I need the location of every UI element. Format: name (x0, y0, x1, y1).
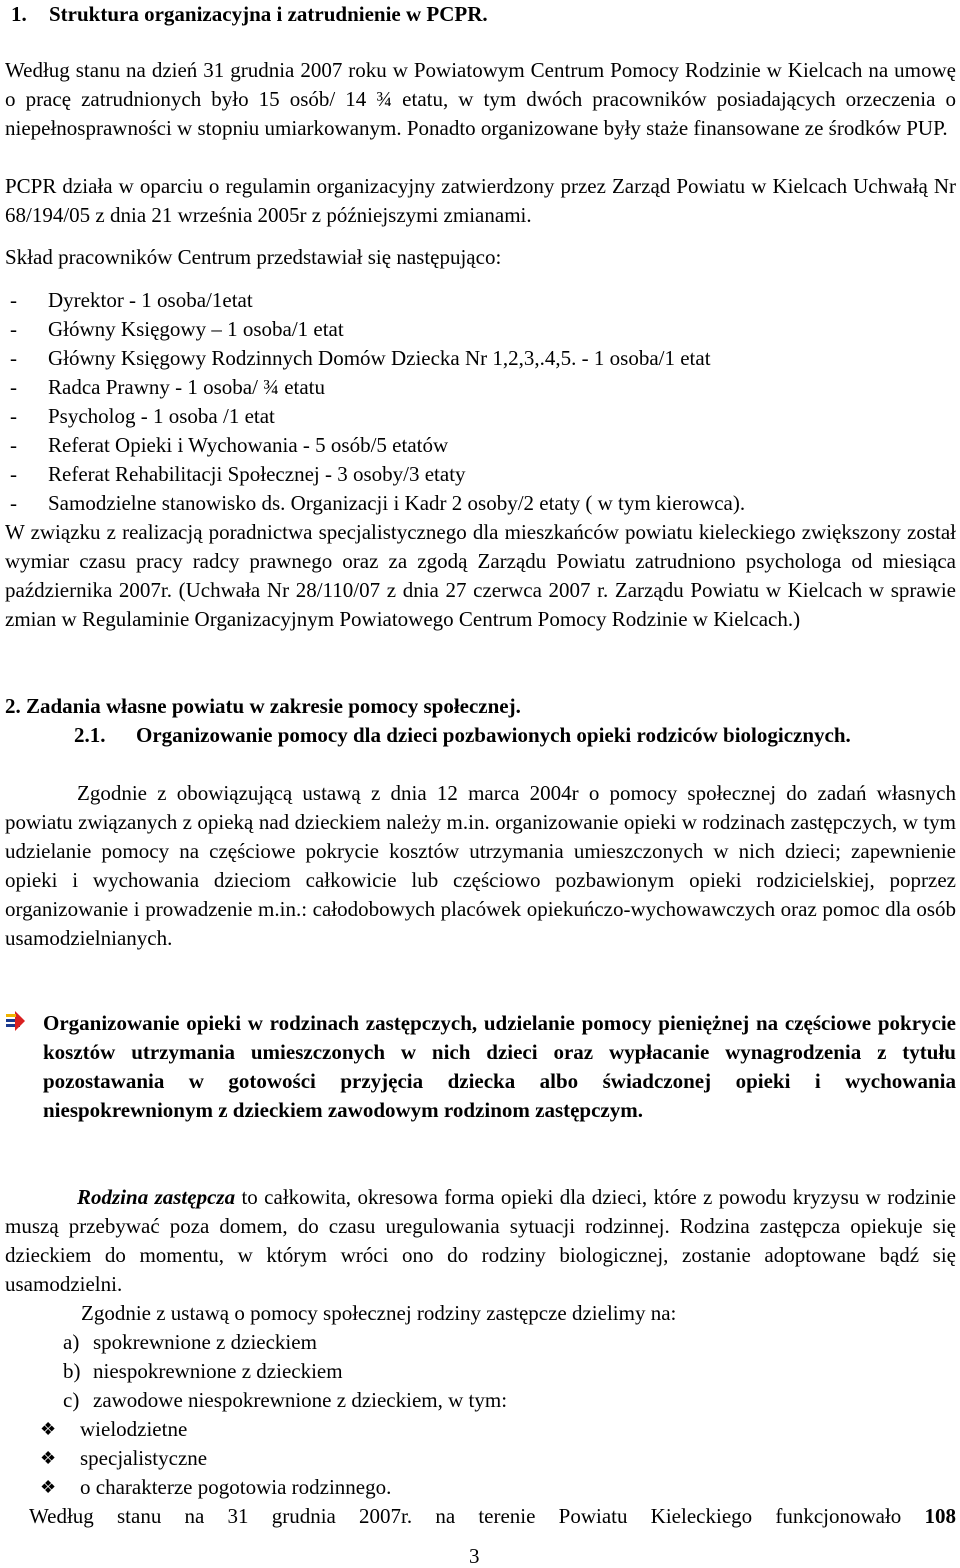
list-item: ❖ wielodzietne (40, 1415, 740, 1444)
staff-list (5, 286, 945, 518)
paragraph-text: Według stanu na dzień 31 grudnia 2007 roku w Powiatowym Centrum Pomocy Rodzinie w Kielcach na umowę o pracę zatrudnionych było 15 osób/ 14 ¾ etatu, w tym dwóch pracowników posiadających orzeczenia o niepełnosprawności w stopniu umiarkowanym. Ponadto organizowane były staże finansowane ze środków PUP. (5, 58, 956, 140)
arrow-bullet-icon (5, 1009, 27, 1031)
diamond-bullet-icon: ❖ (40, 1448, 57, 1468)
section-title: 2. Zadania własne powiatu w zakresie pomocy społecznej. (5, 694, 521, 718)
section-2-1-heading (74, 721, 956, 750)
section-title: Struktura organizacyjna i zatrudnienie w PCPR. (49, 2, 488, 26)
foster-family-paragraph (5, 1183, 956, 1299)
bullet-heading (5, 1009, 956, 1125)
list-item: c) zawodowe niespokrewnione z dzieckiem, w tym: (63, 1388, 508, 1412)
list-item: - Referat Rehabilitacji Społecznej - 3 osoby/3 etaty (10, 462, 466, 486)
list-item: - Referat Opieki i Wychowania - 5 osób/5 etatów (10, 433, 449, 457)
paragraph-text: Zgodnie z obowiązującą ustawą z dnia 12 marca 2004r o pomocy społecznej do zadań własnych powiatu związanych z opieką nad dzieckiem należy m.in. organizowanie opieki w rodzinach zastępczych, w tym udzielanie pomocy na częściowe pokrycie kosztów utrzymania umieszczonych w nich dzieci; zapewnienie opieki i wychowania dzieciom całkowicie lub częściowo pozbawionym opieki rodzicielskiej, poprzez organizowanie i prowadzenie m.in.: całodobowych placówek opiekuńczo-wychowawczych oraz pomoc dla osób usamodzielnianych. (5, 781, 956, 950)
counseling-paragraph (5, 518, 956, 634)
section-number: 2.1. (74, 723, 106, 747)
division-intro (5, 1299, 956, 1328)
paragraph-text: W związku z realizacją poradnictwa specjalistycznego dla mieszkańców powiatu kieleckiego zwiększony został wymiar czasu pracy radcy prawnego oraz za zgodą Zarządu Powiatu zatrudniono psychologa od miesiąca października 2007r. (Uchwała Nr 28/110/07 z dnia 27 czerwca 2007 r. Zarządu Powiatu w Kielcach w sprawie zmian w Regulaminie Organizacyjnym Powiatowego Centrum Pomocy Rodzinie w Kielcach.) (5, 520, 956, 631)
paragraph-text: Skład pracowników Centrum przedstawiał się następująco: (5, 245, 502, 269)
duties-paragraph (5, 779, 956, 953)
paragraph-text: PCPR działa w oparciu o regulamin organizacyjny zatwierdzony przez Zarząd Powiatu w Kielcach Uchwałą Nr 68/194/05 z dnia 21 września 2005r z późniejszymi zmianami. (5, 174, 956, 227)
employment-paragraph (5, 56, 956, 143)
diamond-bullet-icon: ❖ (40, 1419, 57, 1439)
section-1-heading (5, 0, 488, 28)
page-number: 3 (469, 1544, 480, 1568)
section-title: Organizowanie pomocy dla dzieci pozbawionych opieki rodziców biologicznych. (136, 723, 851, 747)
list-item: b) niespokrewnione z dzieckiem (63, 1359, 343, 1383)
list-item: - Radca Prawny - 1 osoba/ ¾ etatu (10, 375, 326, 399)
diamond-bullet-icon: ❖ (40, 1477, 57, 1497)
list-item: - Samodzielne stanowisko ds. Organizacji i Kadr 2 osoby/2 etaty ( w tym kierowca). (10, 491, 746, 515)
paragraph-text: Rodzina zastępcza to całkowita, okresowa forma opieki dla dzieci, które z powodu kryzysu w rodzinie muszą przebywać poza domem, do czasu uregulowania sytuacji rodzinnej. Rodzina zastępcza opiekuje się dzieckiem do momentu, w którym wróci ono do rodziny biologicznej, zostanie adoptowane bądź się usamodzielni. (5, 1185, 957, 1296)
list-item: ❖ o charakterze pogotowia rodzinnego. (40, 1473, 740, 1502)
section-number: 1. (11, 2, 27, 26)
bullet-heading-text: Organizowanie opieki w rodzinach zastępczych, udzielanie pomocy pieniężnej na częściowe pokrycie kosztów utrzymania umieszczonych w nich dzieci oraz wypłacanie wynagrodzenia z tytułu pozostawania w gotowości przyjęcia dziecka albo świadczonej opieki i wychowania niespokrewnionym z dzieckiem zawodowym rodzinom zastępczym. (43, 1011, 956, 1122)
professional-types-list (40, 1415, 740, 1502)
list-item: - Główny Księgowy Rodzinnych Domów Dziecka Nr 1,2,3,.4,5. - 1 osoba/1 etat (10, 346, 711, 370)
staff-intro (5, 243, 956, 272)
term: Rodzina zastępcza (77, 1185, 236, 1209)
list-item: - Psycholog - 1 osoba /1 etat (10, 404, 275, 428)
closing-paragraph (29, 1502, 956, 1531)
paragraph-text: Według stanu na 31 grudnia 2007r. na terenie Powiatu Kieleckiego funkcjonowało 108 (29, 1504, 956, 1528)
regulation-paragraph (5, 172, 956, 230)
family-types-list (63, 1328, 763, 1415)
list-item: - Główny Księgowy – 1 osoba/1 etat (10, 317, 344, 341)
count-value: 108 (924, 1504, 956, 1528)
list-item: a) spokrewnione z dzieckiem (63, 1330, 317, 1354)
list-item: ❖ specjalistyczne (40, 1444, 740, 1473)
list-item: - Dyrektor - 1 osoba/1etat (10, 288, 253, 312)
section-2-heading (5, 692, 956, 721)
paragraph-text: Zgodnie z ustawą o pomocy społecznej rodziny zastępcze dzielimy na: (81, 1301, 677, 1325)
